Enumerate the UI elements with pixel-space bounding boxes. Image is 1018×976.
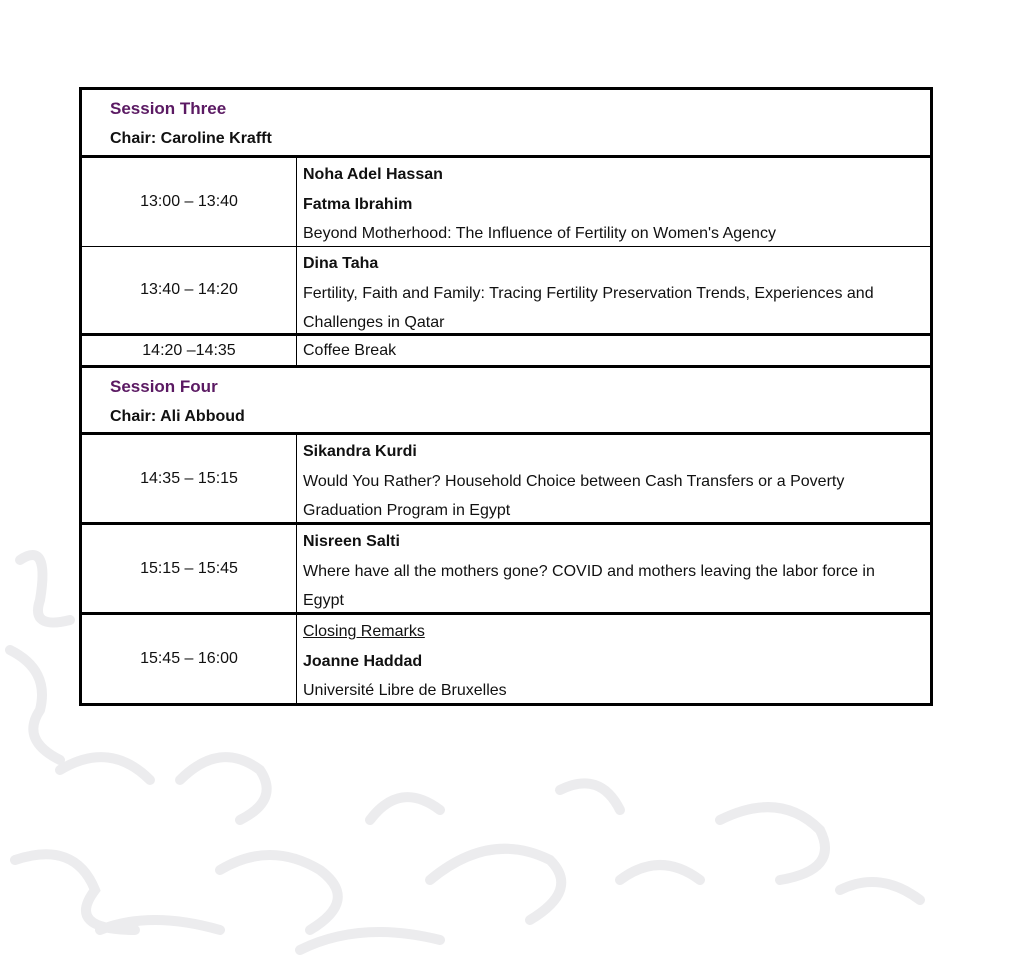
session-header-block (82, 90, 272, 155)
speaker-name: Joanne Haddad (303, 652, 423, 670)
talk-title: Would You Rather? Household Choice between Cash Transfers or a Poverty (303, 472, 845, 490)
break-label: Coffee Break (303, 342, 397, 359)
speaker-name: Noha Adel Hassan (303, 166, 443, 183)
table-row (82, 247, 930, 336)
content-cell (297, 247, 930, 333)
content-cell (297, 158, 930, 246)
talk-title: Beyond Motherhood: The Influence of Fertility on Women's Agency (303, 225, 776, 242)
time-cell: 13:00 – 13:40 (82, 158, 297, 246)
time-cell: 14:35 – 15:15 (82, 435, 297, 522)
content-cell (297, 336, 930, 365)
table-row (82, 435, 930, 525)
talk-title: Graduation Program in Egypt (303, 502, 511, 519)
content-cell (297, 525, 930, 612)
talk-title: Where have all the mothers gone? COVID and mothers leaving the labor force in (303, 562, 875, 580)
table-row (82, 525, 930, 615)
time-cell: 14:20 –14:35 (82, 336, 297, 365)
session-header (82, 90, 930, 158)
speaker-affiliation: Université Libre de Bruxelles (303, 682, 507, 699)
talk-title: Challenges in Qatar (303, 314, 445, 331)
speaker-name: Nisreen Salti (303, 533, 400, 550)
speaker-name: Fatma Ibrahim (303, 195, 413, 213)
speaker-name: Dina Taha (303, 255, 379, 272)
content-cell (297, 615, 930, 703)
time-cell: 15:45 – 16:00 (82, 615, 297, 703)
table-row (82, 336, 930, 368)
time-cell: 13:40 – 14:20 (82, 247, 297, 333)
session-chair: Chair: Ali Abboud (110, 408, 245, 425)
content-cell (297, 435, 930, 522)
table-row (82, 158, 930, 247)
session-header (82, 368, 930, 435)
talk-title: Fertility, Faith and Family: Tracing Fertility Preservation Trends, Experiences and (303, 284, 874, 302)
speaker-name: Sikandra Kurdi (303, 443, 417, 460)
session-chair: Chair: Caroline Krafft (110, 130, 272, 147)
session-table (79, 87, 933, 706)
session-title: Session Four (110, 377, 218, 396)
table-row (82, 615, 930, 703)
talk-title: Egypt (303, 592, 344, 609)
session-title: Session Three (110, 99, 227, 118)
closing-remarks-heading: Closing Remarks (303, 623, 425, 640)
time-cell: 15:15 – 15:45 (82, 525, 297, 612)
session-header-block (82, 368, 245, 432)
